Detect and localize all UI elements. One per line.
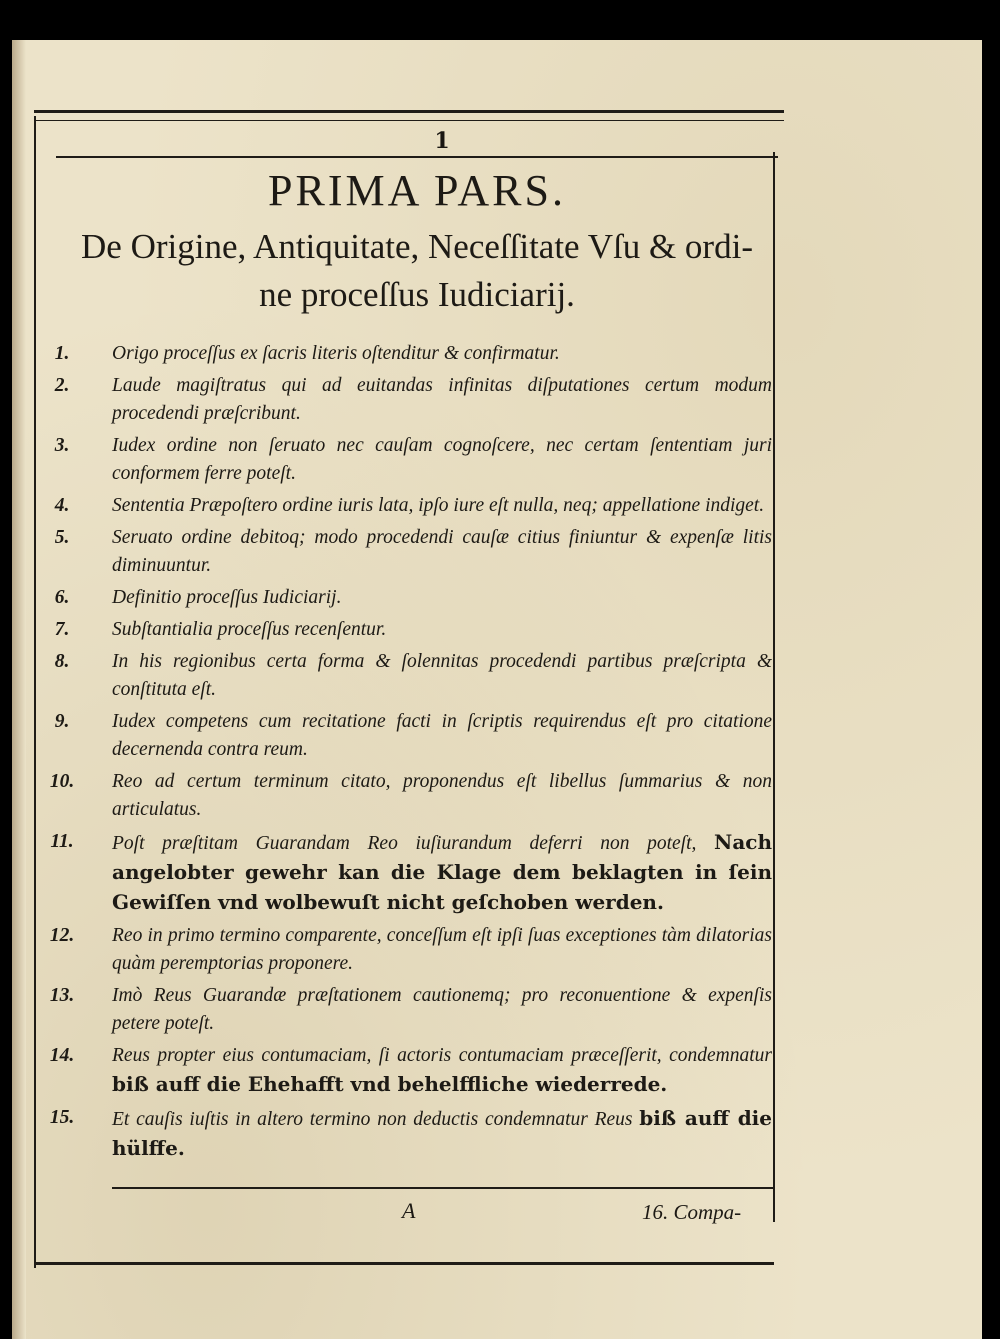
item-text — [112, 340, 772, 368]
item-number: 9. — [54, 711, 70, 732]
item-number: 11. — [50, 831, 74, 852]
item-text — [112, 768, 772, 824]
left-frame-rule — [34, 116, 36, 1268]
item-number: 15. — [49, 1107, 75, 1128]
item-text — [112, 1042, 772, 1100]
catchword: 16. Compa- — [642, 1200, 742, 1224]
item-latin-text: Iudex ordine non ſeruato nec cauſam cognoſcere, nec certam ſententiam juri conformem ferre poteſt. — [112, 435, 772, 484]
document-page — [12, 40, 982, 1339]
item-number: 5. — [54, 527, 70, 548]
page-title: PRIMA PARS. — [268, 166, 566, 215]
item-latin-text: Iudex competens cum recitatione facti in ſcriptis requirendus eſt pro citatione decernenda contra reum. — [112, 711, 772, 760]
page-subtitle — [52, 223, 782, 319]
item-text — [112, 616, 772, 644]
item-number: 6. — [54, 587, 70, 608]
item-latin-text: Et cauſis iuſtis in altero termino non deductis condemnatur Reus — [112, 1109, 633, 1130]
item-text — [112, 648, 772, 704]
item-number: 14. — [49, 1045, 75, 1066]
top-thin-rule — [34, 120, 784, 121]
bottom-thin-rule — [112, 1187, 774, 1189]
item-number: 7. — [54, 619, 70, 640]
item-german-text: biß auff die hülffe. — [112, 1106, 773, 1160]
page-number: 1 — [434, 128, 450, 154]
item-number: 3. — [54, 435, 70, 456]
item-german-text: biß auff die Ehehafft vnd behelffliche wiederrede. — [112, 1072, 668, 1096]
item-number: 1. — [54, 343, 70, 364]
item-text — [112, 922, 772, 978]
item-text — [112, 372, 772, 428]
item-number: 10. — [49, 771, 75, 792]
summary-list — [42, 340, 772, 1168]
list-item — [42, 492, 772, 520]
item-number: 13. — [49, 985, 75, 1006]
item-number: 2. — [54, 375, 70, 396]
list-item — [42, 616, 772, 644]
list-item — [42, 768, 772, 824]
item-text — [112, 1104, 772, 1164]
item-latin-text: Reo in primo termino comparente, conceſſum eſt ipſi ſuas exceptiones tàm dilatorias quàm peremptorias proponere. — [112, 925, 772, 974]
item-latin-text: Origo proceſſus ex ſacris literis oſtenditur & confirmatur. — [112, 343, 560, 364]
list-item — [42, 708, 772, 764]
list-item — [42, 372, 772, 428]
item-latin-text: Reus propter eius contumaciam, ſi actoris contumaciam præceſſerit, condemnatur — [112, 1045, 772, 1066]
list-item — [42, 648, 772, 704]
list-item — [42, 524, 772, 580]
list-item — [42, 584, 772, 612]
page-gutter-shadow — [12, 40, 26, 1339]
item-number: 8. — [54, 651, 70, 672]
item-text — [112, 982, 772, 1038]
item-text — [112, 708, 772, 764]
item-latin-text: Laude magiſtratus qui ad euitandas infinitas diſputationes certum modum procedendi præſcribunt. — [112, 375, 772, 424]
item-text — [112, 492, 772, 520]
item-text — [112, 828, 772, 918]
item-number: 4. — [54, 495, 70, 516]
item-latin-text: In his regionibus certa forma & ſolennitas procedendi partibus præſcripta & conſtituta eſt. — [112, 651, 772, 700]
subtitle-line-1: De Origine, Antiquitate, Neceſſitate Vſu & ordi- — [81, 227, 753, 266]
signature-mark: A — [402, 1198, 416, 1223]
item-latin-text: Seruato ordine debitoq; modo procedendi cauſæ citius finiuntur & expenſæ litis diminuuntur. — [112, 527, 772, 576]
list-item — [42, 340, 772, 368]
item-text — [112, 524, 772, 580]
item-latin-text: Sententia Præpoſtero ordine iuris lata, ipſo iure eſt nulla, neq; appellatione indiget. — [112, 495, 765, 516]
list-item — [42, 432, 772, 488]
subtitle-line-2: ne proceſſus Iudiciarij. — [259, 275, 575, 314]
item-text — [112, 584, 772, 612]
item-latin-text: Definitio proceſſus Iudiciarij. — [112, 587, 342, 608]
list-item — [42, 1042, 772, 1100]
item-latin-text: Reo ad certum terminum citato, proponendus eſt libellus ſummarius & non articulatus. — [112, 771, 772, 820]
item-latin-text: Poſt præſtitam Guarandam Reo iuſiurandum deferri non poteſt, — [112, 833, 697, 854]
header-rule — [56, 156, 778, 158]
list-item — [42, 1104, 772, 1164]
list-item — [42, 922, 772, 978]
item-latin-text: Subſtantialia proceſſus recenſentur. — [112, 619, 387, 640]
item-text — [112, 432, 772, 488]
list-item — [42, 982, 772, 1038]
list-item — [42, 828, 772, 918]
top-rule — [34, 110, 784, 113]
item-number: 12. — [49, 925, 75, 946]
item-german-text: Nach angelobter gewehr kan die Klage dem beklagten in ſein Gewiſſen vnd wolbewuſt nicht geſchoben werden. — [112, 830, 772, 914]
bottom-rule — [34, 1262, 774, 1265]
item-latin-text: Imò Reus Guarandæ præſtationem cautionemq; pro reconuentione & expenſis petere poteſt. — [112, 985, 772, 1034]
